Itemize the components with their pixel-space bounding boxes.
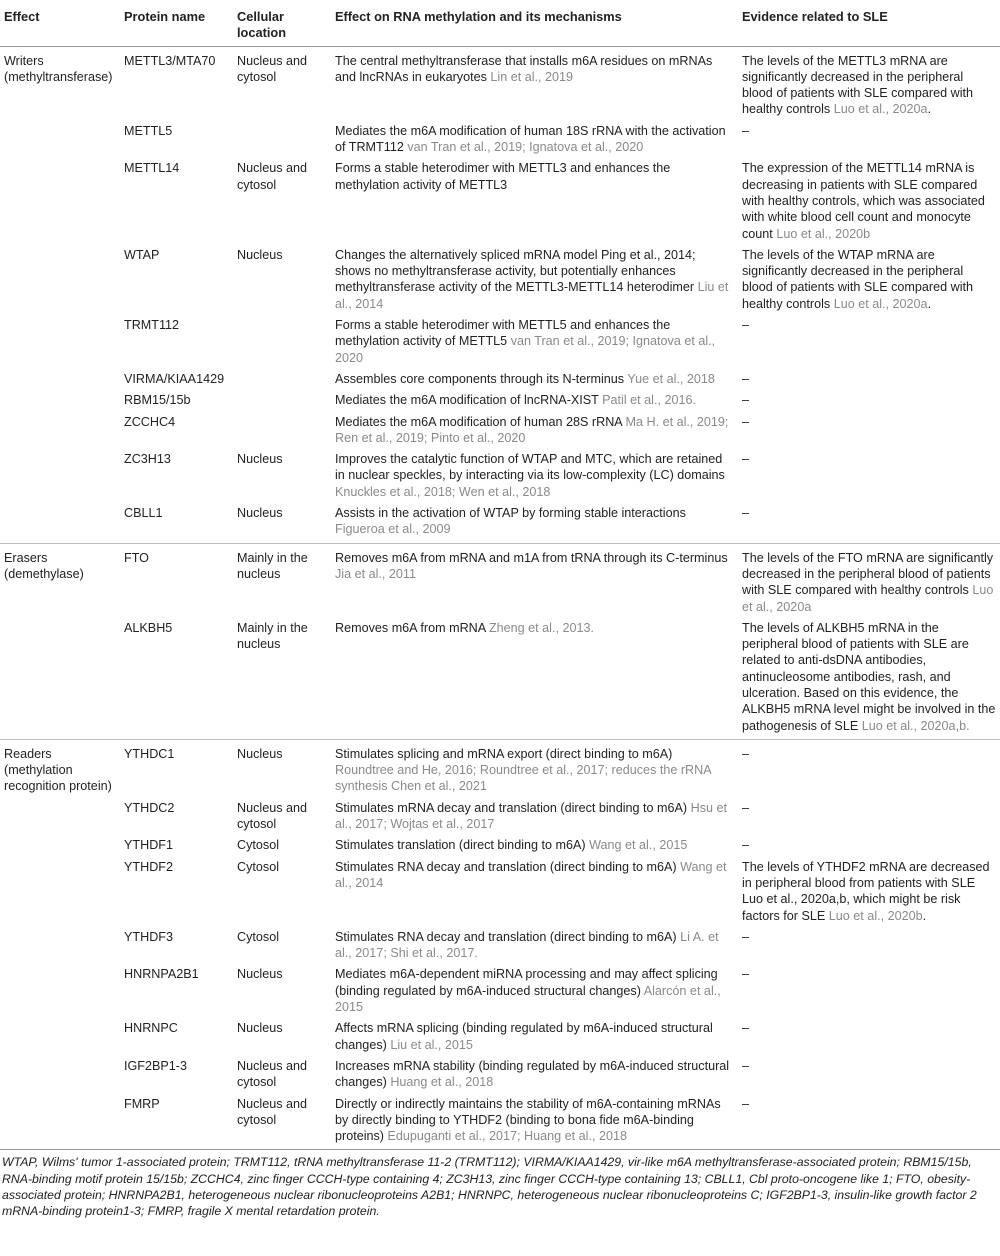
cell-effect: [0, 449, 120, 503]
cell-mechanism: [331, 390, 738, 411]
cell-protein: [120, 412, 233, 450]
evidence-text: –: [742, 929, 750, 944]
cell-mechanism: [331, 449, 738, 503]
effect-label: Writers (methyltransferase): [4, 53, 113, 84]
evidence-tail: .: [927, 296, 932, 311]
mechanism-reference: Huang et al., 2018: [390, 1075, 494, 1090]
cell-protein: [120, 798, 233, 836]
mechanism-reference: Hsu et al., 2017; Wojtas et al., 2017: [335, 800, 727, 832]
cell-effect: [0, 857, 120, 927]
cellular-location: Nucleus and cytosol: [237, 53, 308, 84]
cell-evidence: [738, 449, 1000, 503]
evidence-text: The levels of the FTO mRNA are significantly decreased in the peripheral blood of patients with SLE compared with healthy controls: [742, 550, 994, 598]
table-row: [0, 739, 1000, 797]
cellular-location: Cytosol: [237, 929, 279, 944]
cell-mechanism: [331, 798, 738, 836]
cell-evidence: [738, 798, 1000, 836]
cell-evidence: [738, 121, 1000, 159]
cell-effect: [0, 245, 120, 315]
cell-evidence: [738, 245, 1000, 315]
evidence-text: –: [742, 1058, 750, 1073]
table-footnote: WTAP, Wilms' tumor 1-associated protein; TRMT112, tRNA methyltransferase 11-2 (TRMT112); VIRMA/KIAA1429, vir-like m6A methyltransferase-associated protein; RBM15/15b, RNA-binding motif protein 15/15b; ZCCHC4, zinc finger CCCH-type containing 4; ZC3H13, zinc finger CCCH-type containing 13; CBLL1, Cbl proto-oncogene like 1; FTO, obesity-associated protein; HNRNPA2B1, heterogeneous nuclear ribonucleoproteins A2B1; HNRNPC, heterogeneous nuclear ribonucleoproteins C; IGF2BP1-3, insulin-like growth factor 2 mRNA-binding protein1-3; FMRP, fragile X mental retardation protein.: [2, 1155, 977, 1218]
mechanism-text: Stimulates RNA decay and translation (direct binding to m6A): [335, 929, 677, 944]
cell-protein: [120, 1056, 233, 1094]
evidence-text: –: [742, 1096, 750, 1111]
evidence-tail: .: [927, 102, 932, 117]
cell-protein: [120, 1018, 233, 1056]
cell-mechanism: [331, 245, 738, 315]
evidence-text: –: [742, 746, 750, 761]
cell-protein: [120, 543, 233, 618]
table-row: [0, 857, 1000, 927]
evidence-reference: Luo et al., 2020a: [833, 296, 928, 311]
cell-mechanism: [331, 1056, 738, 1094]
cellular-location: Nucleus: [237, 967, 283, 982]
table-row: [0, 964, 1000, 1018]
mechanism-reference: Jia et al., 2011: [335, 566, 416, 581]
table-row: [0, 1018, 1000, 1056]
cell-location: [233, 1056, 331, 1094]
cell-protein: [120, 857, 233, 927]
cell-protein: [120, 927, 233, 965]
mechanism-reference: Liu et al., 2014: [335, 280, 729, 311]
cell-mechanism: [331, 46, 738, 121]
cell-effect: [0, 927, 120, 965]
cell-effect: [0, 835, 120, 856]
cell-location: [233, 1018, 331, 1056]
protein-name: ZCCHC4: [124, 414, 176, 429]
mechanism-text: Assists in the activation of WTAP by forming stable interactions: [335, 506, 686, 521]
mechanism-text: Stimulates mRNA decay and translation (direct binding to m6A): [335, 800, 688, 815]
protein-name: HNRNPA2B1: [124, 967, 199, 982]
cellular-location: Mainly in the nucleus: [237, 550, 308, 581]
cell-location: [233, 412, 331, 450]
cell-location: [233, 543, 331, 618]
protein-name: FTO: [124, 550, 149, 565]
cell-protein: [120, 158, 233, 244]
protein-name: WTAP: [124, 247, 160, 262]
mechanism-reference: Wang et al., 2014: [335, 859, 727, 890]
cell-protein: [120, 245, 233, 315]
protein-name: METTL5: [124, 123, 173, 138]
table-row: [0, 798, 1000, 836]
cell-evidence: [738, 857, 1000, 927]
table-row: [0, 618, 1000, 740]
cell-mechanism: [331, 964, 738, 1018]
cell-effect: [0, 618, 120, 740]
protein-name: YTHDC2: [124, 800, 175, 815]
table-row: [0, 369, 1000, 390]
cell-effect: [0, 412, 120, 450]
evidence-reference: Luo et al., 2020b: [828, 908, 923, 923]
cellular-location: Nucleus: [237, 452, 283, 467]
cell-protein: [120, 964, 233, 1018]
evidence-reference: Luo et al., 2020a,b.: [861, 718, 970, 733]
cell-effect: [0, 158, 120, 244]
cell-evidence: [738, 927, 1000, 965]
mechanism-reference: van Tran et al., 2019; Ignatova et al., 2020: [407, 140, 644, 155]
mechanism-text: Directly or indirectly maintains the stability of m6A-containing mRNAs by directly binding to YTHDF2 (binding to bona fide m6A-binding proteins): [335, 1096, 721, 1144]
cell-mechanism: [331, 412, 738, 450]
cell-protein: [120, 121, 233, 159]
evidence-text: The levels of the METTL3 mRNA are significantly decreased in the peripheral blood of patients with SLE compared with healthy controls: [742, 53, 974, 117]
mechanism-text: Stimulates translation (direct binding to m6A): [335, 838, 586, 853]
mechanism-reference: Wang et al., 2015: [589, 838, 688, 853]
protein-name: ALKBH5: [124, 620, 173, 635]
table-row: [0, 121, 1000, 159]
effect-label: Readers (methylation recognition protein): [4, 746, 112, 794]
cell-evidence: [738, 315, 1000, 369]
cell-location: [233, 857, 331, 927]
evidence-text: –: [742, 967, 750, 982]
cellular-location: Nucleus and cytosol: [237, 1058, 308, 1090]
header-cellular-location: Cellular location: [233, 6, 331, 46]
cell-mechanism: [331, 369, 738, 390]
table-row: [0, 46, 1000, 121]
protein-name: METTL3/MTA70: [124, 53, 216, 68]
protein-name: YTHDF2: [124, 859, 173, 874]
cell-mechanism: [331, 315, 738, 369]
cellular-location: Nucleus and cytosol: [237, 1096, 308, 1127]
cell-evidence: [738, 503, 1000, 543]
header-mechanism: Effect on RNA methylation and its mechanisms: [331, 6, 738, 46]
mechanism-text: Forms a stable heterodimer with METTL3 and enhances the methylation activity of METTL3: [335, 161, 671, 192]
cellular-location: Nucleus: [237, 506, 283, 521]
cell-location: [233, 618, 331, 740]
cell-evidence: [738, 1094, 1000, 1150]
table-row: [0, 245, 1000, 315]
cell-location: [233, 158, 331, 244]
mechanism-reference: Liu et al., 2015: [390, 1037, 473, 1052]
table-row: [0, 390, 1000, 411]
mechanism-reference: Edupuganti et al., 2017; Huang et al., 2018: [387, 1129, 627, 1144]
cell-protein: [120, 739, 233, 797]
protein-name: CBLL1: [124, 506, 163, 521]
cell-evidence: [738, 46, 1000, 121]
table-header-row: [0, 6, 1000, 46]
cell-effect: [0, 964, 120, 1018]
mechanism-text: Increases mRNA stability (binding regulated by m6A-induced structural changes): [335, 1058, 730, 1090]
cell-mechanism: [331, 857, 738, 927]
mechanism-text: Forms a stable heterodimer with METTL5 and enhances the methylation activity of METTL5: [335, 318, 671, 349]
evidence-reference: Luo et al., 2020a: [742, 583, 994, 614]
mechanism-text: Affects mRNA splicing (binding regulated by m6A-induced structural changes): [335, 1021, 713, 1052]
mechanism-text: Assembles core components through its N-terminus: [335, 371, 625, 386]
evidence-reference: Luo et al., 2020a: [833, 102, 928, 117]
cell-effect: [0, 1056, 120, 1094]
protein-name: YTHDF3: [124, 929, 173, 944]
table-row: [0, 503, 1000, 543]
table-row: [0, 835, 1000, 856]
mechanism-reference: Alarcón et al., 2015: [335, 983, 721, 1015]
mechanism-text: Stimulates splicing and mRNA export (direct binding to m6A): [335, 746, 673, 761]
cell-location: [233, 1094, 331, 1150]
protein-name: YTHDF1: [124, 838, 173, 853]
mechanism-reference: Li A. et al., 2017; Shi et al., 2017.: [335, 929, 719, 961]
mechanism-text: The central methyltransferase that installs m6A residues on mRNAs and lncRNAs in eukaryotes: [335, 53, 713, 84]
table-row: [0, 927, 1000, 965]
cellular-location: Nucleus and cytosol: [237, 800, 308, 832]
cellular-location: Cytosol: [237, 859, 279, 874]
protein-name: VIRMA/KIAA1429: [124, 371, 225, 386]
mechanism-reference: Knuckles et al., 2018; Wen et al., 2018: [335, 484, 551, 499]
cellular-location: Nucleus: [237, 1021, 283, 1036]
mechanism-reference: Roundtree and He, 2016; Roundtree et al., 2017; reduces the rRNA synthesis Chen et al., 2021: [335, 763, 711, 794]
evidence-text: –: [742, 414, 750, 429]
cell-location: [233, 315, 331, 369]
cell-mechanism: [331, 618, 738, 740]
mechanism-reference: Lin et al., 2019: [490, 69, 574, 84]
cell-location: [233, 835, 331, 856]
cell-protein: [120, 390, 233, 411]
cellular-location: Nucleus: [237, 746, 283, 761]
cell-location: [233, 798, 331, 836]
protein-name: YTHDC1: [124, 746, 175, 761]
evidence-tail: .: [922, 908, 927, 923]
cell-evidence: [738, 390, 1000, 411]
mechanism-reference: Zheng et al., 2013.: [488, 620, 594, 635]
cell-effect: [0, 503, 120, 543]
cell-location: [233, 964, 331, 1018]
protein-name: HNRNPC: [124, 1021, 178, 1036]
cell-evidence: [738, 739, 1000, 797]
table-row: [0, 1094, 1000, 1150]
cell-location: [233, 739, 331, 797]
cell-location: [233, 503, 331, 543]
cell-evidence: [738, 964, 1000, 1018]
cell-evidence: [738, 618, 1000, 740]
evidence-text: –: [742, 123, 750, 138]
cell-protein: [120, 449, 233, 503]
cell-evidence: [738, 158, 1000, 244]
mechanism-text: Stimulates RNA decay and translation (direct binding to m6A): [335, 859, 677, 874]
header-sle-evidence: Evidence related to SLE: [738, 6, 1000, 46]
evidence-text: The levels of YTHDF2 mRNA are decreased in peripheral blood from patients with SLE Luo et al., 2020a,b, which might be risk factors for SLE: [742, 859, 990, 923]
cell-mechanism: [331, 927, 738, 965]
cell-mechanism: [331, 543, 738, 618]
cell-evidence: [738, 412, 1000, 450]
evidence-text: –: [742, 800, 750, 815]
cell-protein: [120, 46, 233, 121]
cell-evidence: [738, 835, 1000, 856]
cell-effect: [0, 46, 120, 121]
evidence-text: –: [742, 1021, 750, 1036]
protein-name: METTL14: [124, 161, 180, 176]
mechanism-text: Removes m6A from mRNA and m1A from tRNA through its C-terminus: [335, 550, 728, 565]
table-row: [0, 1056, 1000, 1094]
mechanism-reference: Ma H. et al., 2019; Ren et al., 2019; Pinto et al., 2020: [335, 414, 729, 445]
mechanism-text: Removes m6A from mRNA: [335, 620, 486, 635]
cell-effect: [0, 1018, 120, 1056]
evidence-text: –: [742, 506, 750, 521]
mechanism-reference: van Tran et al., 2019; Ignatova et al., 2020: [335, 334, 716, 365]
cell-mechanism: [331, 739, 738, 797]
cell-evidence: [738, 1018, 1000, 1056]
mechanism-text: Changes the alternatively spliced mRNA model Ping et al., 2014; shows no methyltransferase activity, but potentially enhances methyltransferase activity of the METTL3-METTL14 heterodimer: [335, 247, 696, 295]
mechanism-text: Mediates the m6A modification of lncRNA-XIST: [335, 393, 599, 408]
cell-mechanism: [331, 503, 738, 543]
cell-protein: [120, 1094, 233, 1150]
cell-mechanism: [331, 158, 738, 244]
cell-protein: [120, 835, 233, 856]
evidence-text: The levels of the WTAP mRNA are significantly decreased in the peripheral blood of patients with SLE compared with healthy controls: [742, 247, 974, 311]
cell-protein: [120, 315, 233, 369]
protein-name: ZC3H13: [124, 452, 171, 467]
evidence-text: –: [742, 318, 750, 333]
cell-protein: [120, 618, 233, 740]
mechanism-text: Mediates the m6A modification of human 28S rRNA: [335, 414, 623, 429]
mechanism-reference: Figueroa et al., 2009: [335, 522, 451, 537]
methylation-table: [0, 6, 1000, 1150]
cell-effect: [0, 543, 120, 618]
cell-effect: [0, 315, 120, 369]
cell-effect: [0, 1094, 120, 1150]
table-row: [0, 315, 1000, 369]
cellular-location: Mainly in the nucleus: [237, 620, 308, 652]
evidence-reference: Luo et al., 2020b: [776, 226, 871, 241]
cell-location: [233, 121, 331, 159]
evidence-text: –: [742, 452, 750, 467]
protein-name: IGF2BP1-3: [124, 1058, 187, 1073]
mechanism-text: Mediates the m6A modification of human 18S rRNA with the activation of TRMT112: [335, 123, 726, 155]
cell-mechanism: [331, 1018, 738, 1056]
cellular-location: Nucleus and cytosol: [237, 161, 308, 192]
table-row: [0, 543, 1000, 618]
mechanism-text: Improves the catalytic function of WTAP and MTC, which are retained in nuclear speckles, by interacting via its low-complexity (LC) domains: [335, 452, 725, 483]
cell-protein: [120, 369, 233, 390]
cell-location: [233, 390, 331, 411]
cell-mechanism: [331, 1094, 738, 1150]
cell-protein: [120, 503, 233, 543]
cell-location: [233, 46, 331, 121]
cell-effect: [0, 798, 120, 836]
evidence-text: –: [742, 393, 750, 408]
cell-effect: [0, 739, 120, 797]
cell-mechanism: [331, 835, 738, 856]
cellular-location: Nucleus: [237, 247, 283, 262]
protein-name: TRMT112: [124, 318, 180, 333]
cell-effect: [0, 369, 120, 390]
cell-effect: [0, 390, 120, 411]
cell-location: [233, 245, 331, 315]
cell-location: [233, 369, 331, 390]
mechanism-text: Mediates m6A-dependent miRNA processing and may affect splicing (binding regulated by m6A-induced structural changes): [335, 967, 718, 998]
table-row: [0, 158, 1000, 244]
cell-effect: [0, 121, 120, 159]
evidence-text: The expression of the METTL14 mRNA is decreasing in patients with SLE compared with healthy controls, which was associated with white blood cell count and monocyte count: [742, 161, 985, 241]
protein-name: RBM15/15b: [124, 393, 191, 408]
header-protein-name: Protein name: [120, 6, 233, 46]
cell-location: [233, 927, 331, 965]
cell-evidence: [738, 1056, 1000, 1094]
evidence-text: –: [742, 838, 750, 853]
evidence-text: The levels of ALKBH5 mRNA in the peripheral blood of patients with SLE are related to anti-dsDNA antibodies, antinucleosome antibodies, rash, and ulceration. Based on this evidence, the ALKBH5 mRNA level might be involved in the pathogenesis of SLE: [742, 620, 996, 733]
mechanism-reference: Patil et al., 2016.: [602, 393, 696, 408]
header-effect: Effect: [0, 6, 120, 46]
evidence-text: –: [742, 371, 750, 386]
cell-evidence: [738, 369, 1000, 390]
cell-mechanism: [331, 121, 738, 159]
mechanism-reference: Yue et al., 2018: [627, 371, 715, 386]
cellular-location: Cytosol: [237, 838, 279, 853]
effect-label: Erasers (demethylase): [4, 550, 84, 581]
table-row: [0, 449, 1000, 503]
cell-evidence: [738, 543, 1000, 618]
table-row: [0, 412, 1000, 450]
cell-location: [233, 449, 331, 503]
protein-name: FMRP: [124, 1096, 160, 1111]
